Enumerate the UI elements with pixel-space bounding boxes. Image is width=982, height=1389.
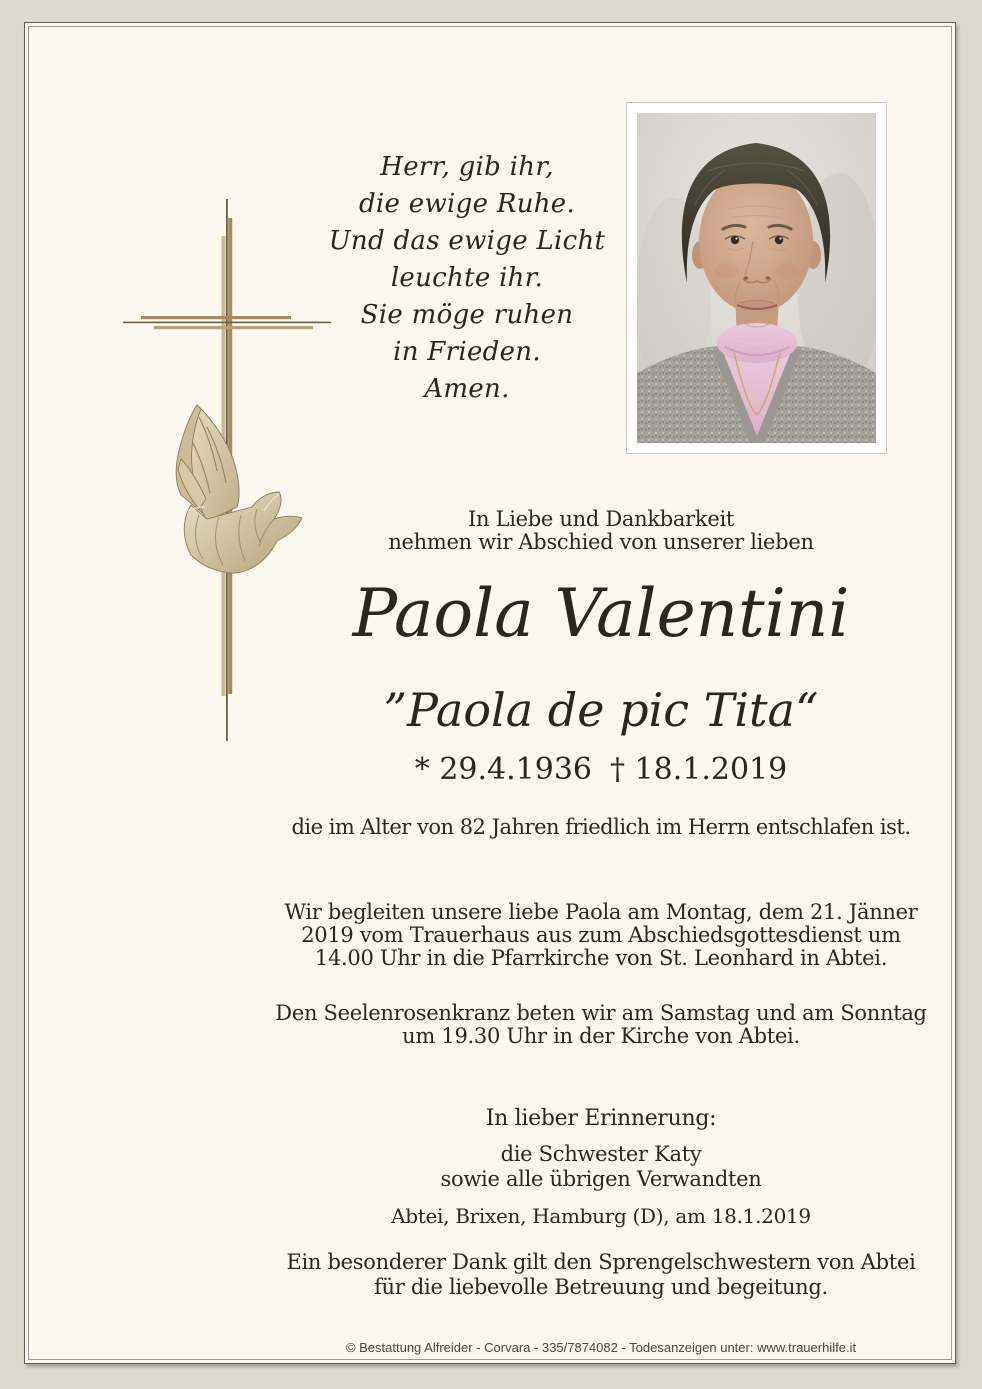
intro-text [241, 508, 961, 554]
funeral-line: 2019 vom Trauerhaus aus zum Abschiedsgottesdienst um [301, 923, 901, 947]
rosary-line: Den Seelenrosenkranz beten wir am Samstag und am Sonntag [275, 1001, 927, 1025]
prayer-line: Amen. [424, 374, 510, 404]
prayer-line: leuchte ihr. [390, 263, 544, 293]
death-date: † 18.1.2019 [610, 752, 788, 787]
deceased-nickname: ”Paola de pic Tita“ [383, 683, 819, 737]
birth-date: * 29.4.1936 [414, 752, 592, 787]
praying-hands-icon [161, 399, 311, 584]
portrait-photo-image [637, 113, 876, 443]
thanks-line: Ein besonderer Dank gilt den Sprengelschwestern von Abtei [286, 1250, 916, 1274]
places-date-line: Abtei, Brixen, Hamburg (D), am 18.1.2019 [391, 1204, 811, 1228]
age-line: die im Alter von 82 Jahren friedlich im Herrn entschlafen ist. [291, 815, 911, 839]
intro-line: nehmen wir Abschied von unserer lieben [388, 530, 814, 554]
rosary-line: um 19.30 Uhr in der Kirche von Abtei. [402, 1024, 800, 1048]
thanks-text [241, 1250, 961, 1300]
prayer-line: Herr, gib ihr, [380, 152, 554, 182]
funeral-announcement [241, 901, 961, 970]
deceased-name: Paola Valentini [352, 575, 850, 652]
prayer-line: in Frieden. [393, 337, 541, 367]
footer-credit: © Bestattung Alfreider - Corvara - 335/7874082 - Todesanzeigen unter: www.trauerhilfe.it [345, 1340, 857, 1355]
prayer-line: Sie möge ruhen [360, 300, 574, 330]
mourner-line: sowie alle übrigen Verwandten [440, 1167, 762, 1191]
life-dates [241, 753, 961, 787]
prayer-line: Und das ewige Licht [328, 226, 606, 256]
mourners-list [241, 1142, 961, 1192]
thanks-line: für die liebevolle Betreuung und begeitung. [374, 1275, 828, 1299]
rosary-announcement [241, 1002, 961, 1048]
mourner-line: die Schwester Katy [500, 1142, 702, 1166]
funeral-line: 14.00 Uhr in die Pfarrkirche von St. Leonhard in Abtei. [314, 946, 888, 970]
intro-line: In Liebe und Dankbarkeit [467, 507, 734, 531]
portrait-photo [626, 102, 887, 454]
funeral-line: Wir begleiten unsere liebe Paola am Montag, dem 21. Jänner [284, 900, 918, 924]
prayer-line: die ewige Ruhe. [358, 189, 576, 219]
remembrance-heading: In lieber Erinnerung: [485, 1106, 717, 1131]
memorial-card [24, 22, 956, 1364]
